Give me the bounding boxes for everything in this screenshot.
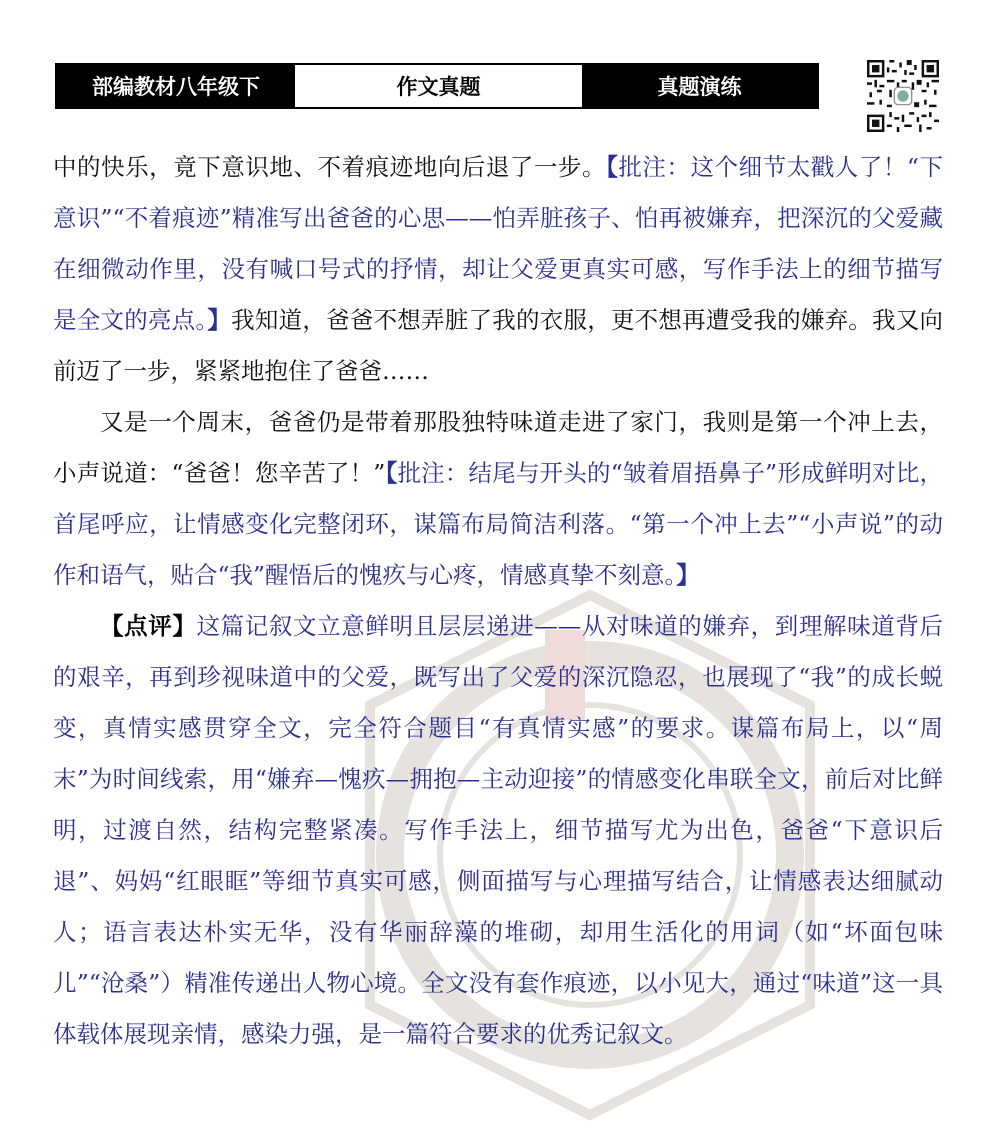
qr-code-icon (867, 60, 939, 132)
review-label: 【点评】 (100, 612, 197, 640)
header-section-label: 作文真题 (295, 65, 582, 107)
story-text: 我知道，爸爸不想弄脏了我的衣服，更不想再遭受我的嫌弃。我又向前迈了一步，紧紧地抱住了爸爸…… (53, 306, 944, 385)
paragraph-annotated-1 (53, 142, 943, 397)
annotation-text: 批注：这个细节太戳人了！“下意识”“不着痕迹”精准写出爸爸的心思——怕弄脏孩子、怕再被嫌弃，把深沉的父爱藏在细微动作里，没有喊口号式的抒情，却让父爱更真实可感，写作手法上的细节描写是全文的亮点。 (53, 153, 943, 334)
document-body (53, 142, 943, 1060)
annotation-close-bracket: 】 (207, 306, 232, 334)
header-bar (55, 63, 819, 109)
annotation-open-bracket: 【 (385, 459, 398, 487)
story-text: 中的快乐，竟下意识地、不着痕迹地向后退了一步。 (53, 153, 607, 181)
paragraph-annotated-2 (53, 397, 943, 601)
header-textbook-label: 部编教材八年级下 (57, 65, 295, 107)
annotation-text: 批注：结尾与开头的“皱着眉捂鼻子”形成鲜明对比，首尾呼应，让情感变化完整闭环，谋篇布局简洁利落。“第一个冲上去”“小声说”的动作和语气，贴合“我”醒悟后的愧疚与心疼，情感真挚不刻意。 (53, 459, 944, 589)
story-text: 又是一个周末，爸爸仍是带着那股独特味道走进了家门，我则是第一个冲上去，小声说道：“爸爸！您辛苦了！” (53, 408, 943, 487)
annotation-open-bracket: 【 (606, 153, 619, 181)
annotation-close-bracket: 】 (676, 561, 700, 589)
review-paragraph (53, 601, 943, 1060)
review-text: 这篇记叙文立意鲜明且层层递进——从对味道的嫌弃，到理解味道背后的艰辛，再到珍视味道中的父爱，既写出了父爱的深沉隐忍，也展现了“我”的成长蜕变，真情实感贯穿全文，完全符合题目“有真情实感”的要求。谋篇布局上，以“周末”为时间线索，用“嫌弃—愧疚—拥抱—主动迎接”的情感变化串联全文，前后对比鲜明，过渡自然，结构完整紧凑。写作手法上，细节描写尤为出色，爸爸“下意识后退”、妈妈“红眼眶”等细节真实可感，侧面描写与心理描写结合，让情感表达细腻动人；语言表达朴实无华，没有华丽辞藻的堆砌，却用生活化的用词（如“坏面包味儿”“沧桑”）精准传递出人物心境。全文没有套作痕迹，以小见大，通过“味道”这一具体载体展现亲情，感染力强，是一篇符合要求的优秀记叙文。 (53, 612, 944, 1048)
header-practice-label: 真题演练 (582, 65, 817, 107)
